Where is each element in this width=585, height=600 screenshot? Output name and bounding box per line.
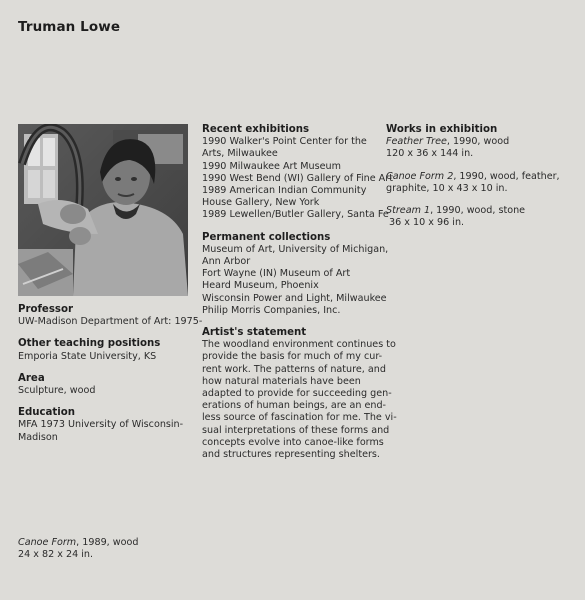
artist-statement-heading: Artist's statement bbox=[202, 327, 307, 339]
work-item bbox=[386, 205, 576, 217]
statement-line: The woodland environment continues to bbox=[202, 339, 396, 351]
work-dimensions: 120 x 36 x 144 in. bbox=[386, 148, 474, 160]
right-column bbox=[386, 124, 576, 229]
work-item bbox=[386, 171, 576, 183]
middle-column bbox=[202, 124, 397, 461]
statement-line: adapted to provide for succeeding gen- bbox=[202, 388, 392, 400]
exhibition-line: 1989 American Indian Community bbox=[202, 185, 367, 197]
statement-line: erations of human beings, are an end- bbox=[202, 400, 386, 412]
exhibition-line: 1989 Lewellen/Butler Gallery, Santa Fe bbox=[202, 209, 389, 221]
area-text: Sculpture, wood bbox=[18, 385, 96, 397]
collection-line: Heard Museum, Phoenix bbox=[202, 280, 319, 292]
exhibition-line: 1990 Milwaukee Art Museum bbox=[202, 160, 341, 172]
exhibition-line: House Gallery, New York bbox=[202, 197, 320, 209]
work-details: , 1990, wood, stone bbox=[430, 205, 526, 217]
photo-caption bbox=[18, 537, 138, 561]
education-line: MFA 1973 University of Wisconsin- bbox=[18, 419, 184, 431]
caption-rest: , 1989, wood bbox=[76, 537, 139, 548]
professor-heading: Professor bbox=[18, 304, 73, 315]
statement-line: provide the basis for much of my cur- bbox=[202, 351, 383, 363]
collection-line: Fort Wayne (IN) Museum of Art bbox=[202, 268, 351, 280]
artist-photo bbox=[18, 124, 188, 296]
work-details: , 1990, wood bbox=[446, 136, 510, 148]
teaching-text: Emporia State University, KS bbox=[18, 350, 157, 362]
work-dimensions: 36 x 10 x 96 in. bbox=[386, 217, 465, 229]
work-item bbox=[386, 136, 576, 148]
education-line: Madison bbox=[18, 431, 58, 443]
statement-line: and structures representing shelters. bbox=[202, 449, 380, 461]
page-title: Truman Lowe bbox=[18, 19, 121, 35]
collection-line: Museum of Art, University of Michigan, bbox=[202, 243, 389, 255]
exhibition-line: 1990 West Bend (WI) Gallery of Fine Art bbox=[202, 172, 393, 184]
recent-exhibitions-heading: Recent exhibitions bbox=[202, 124, 310, 135]
collection-line: Ann Arbor bbox=[202, 256, 251, 268]
work-title: Stream 1 bbox=[386, 205, 431, 217]
teaching-heading: Other teaching positions bbox=[18, 338, 161, 350]
statement-line: sual interpretations of these forms and bbox=[202, 424, 390, 436]
caption-title: Canoe Form bbox=[18, 537, 77, 548]
permanent-collections-heading: Permanent collections bbox=[202, 231, 331, 243]
statement-line: concepts evolve into canoe-like forms bbox=[202, 436, 384, 448]
professor-text: UW-Madison Department of Art: 1975- bbox=[18, 316, 203, 328]
exhibition-line: 1990 Walker's Point Center for the bbox=[202, 136, 367, 148]
collection-line: Wisconsin Power and Light, Milwaukee bbox=[202, 292, 387, 304]
work-title: Canoe Form 2 bbox=[386, 170, 454, 182]
artist-photo-image bbox=[18, 124, 188, 296]
statement-line: how natural materials have been bbox=[202, 375, 361, 387]
work-title: Feather Tree bbox=[386, 136, 447, 148]
statement-line: rent work. The patterns of nature, and bbox=[202, 363, 386, 375]
left-column bbox=[18, 304, 203, 444]
work-dimensions: graphite, 10 x 43 x 10 in. bbox=[386, 182, 508, 194]
area-heading: Area bbox=[18, 372, 45, 384]
work-details: , 1990, wood, feather, bbox=[453, 170, 560, 182]
education-heading: Education bbox=[18, 407, 76, 419]
collection-line: Philip Morris Companies, Inc. bbox=[202, 304, 341, 316]
caption-dimensions: 24 x 82 x 24 in. bbox=[18, 549, 94, 561]
exhibition-line: Arts, Milwaukee bbox=[202, 148, 278, 160]
statement-line: less source of fascination for me. The vi- bbox=[202, 412, 397, 424]
works-heading: Works in exhibition bbox=[386, 124, 498, 135]
